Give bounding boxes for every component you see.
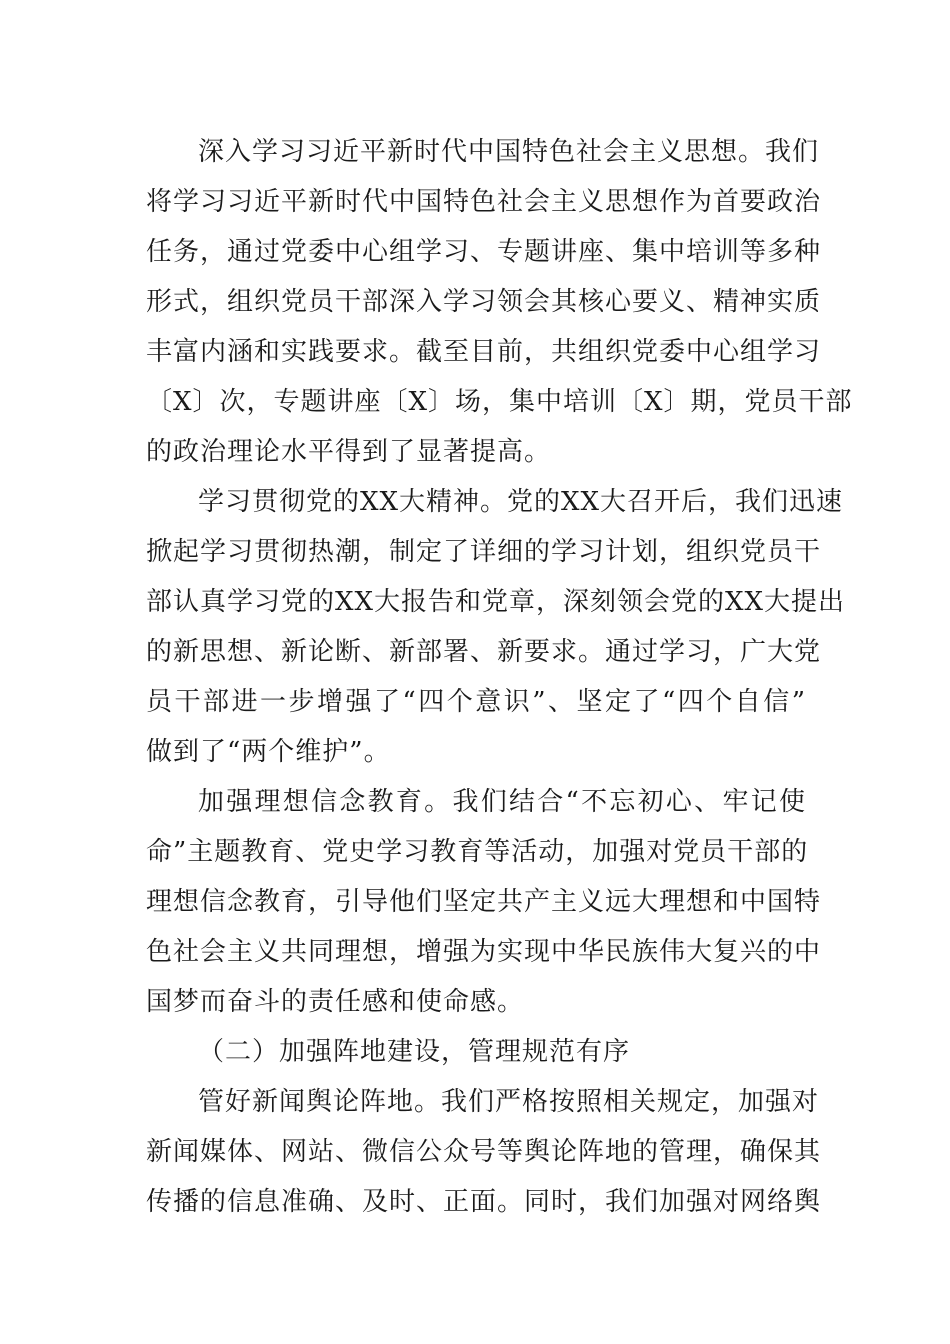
paragraph-line: 新闻媒体、网站、微信公众号等舆论阵地的管理，确保其: [146, 1137, 822, 1167]
section-heading: （二）加强阵地建设，管理规范有序: [198, 1037, 631, 1067]
paragraph-line: 深入学习习近平新时代中国特色社会主义思想。我们: [198, 137, 820, 167]
paragraph-line: 〔X〕次，专题讲座〔X〕场，集中培训〔X〕期，党员干部: [146, 387, 853, 417]
paragraph-line: 掀起学习贯彻热潮，制定了详细的学习计划，组织党员干: [146, 537, 822, 567]
paragraph-line: 员干部进一步增强了“四个意识”、坚定了“四个自信”: [146, 687, 806, 717]
paragraph-line: 命”主题教育、党史学习教育等活动，加强对党员干部的: [146, 837, 809, 867]
paragraph-line: 色社会主义共同理想，增强为实现中华民族伟大复兴的中: [146, 937, 822, 967]
paragraph-line: 的新思想、新论断、新部署、新要求。通过学习，广大党: [146, 637, 822, 667]
paragraph-line: 加强理想信念教育。我们结合“不忘初心、牢记使: [198, 787, 806, 817]
paragraph-line: 做到了“两个维护”。: [146, 737, 391, 767]
paragraph-line: 丰富内涵和实践要求。截至目前，共组织党委中心组学习: [146, 337, 822, 367]
paragraph-line: 形式，组织党员干部深入学习领会其核心要义、精神实质: [146, 287, 822, 317]
paragraph-line: 学习贯彻党的XX大精神。党的XX大召开后，我们迅速: [198, 487, 844, 517]
paragraph-line: 部认真学习党的XX大报告和党章，深刻领会党的XX大提出: [146, 587, 846, 617]
paragraph-line: 任务，通过党委中心组学习、专题讲座、集中培训等多种: [146, 237, 822, 267]
paragraph-line: 国梦而奋斗的责任感和使命感。: [146, 987, 525, 1017]
paragraph-line: 管好新闻舆论阵地。我们严格按照相关规定，加强对: [198, 1087, 820, 1117]
paragraph-line: 的政治理论水平得到了显著提高。: [146, 437, 552, 467]
paragraph-line: 将学习习近平新时代中国特色社会主义思想作为首要政治: [146, 187, 822, 217]
paragraph-line: 传播的信息准确、及时、正面。同时，我们加强对网络舆: [146, 1187, 822, 1217]
paragraph-line: 理想信念教育，引导他们坚定共产主义远大理想和中国特: [146, 887, 822, 917]
